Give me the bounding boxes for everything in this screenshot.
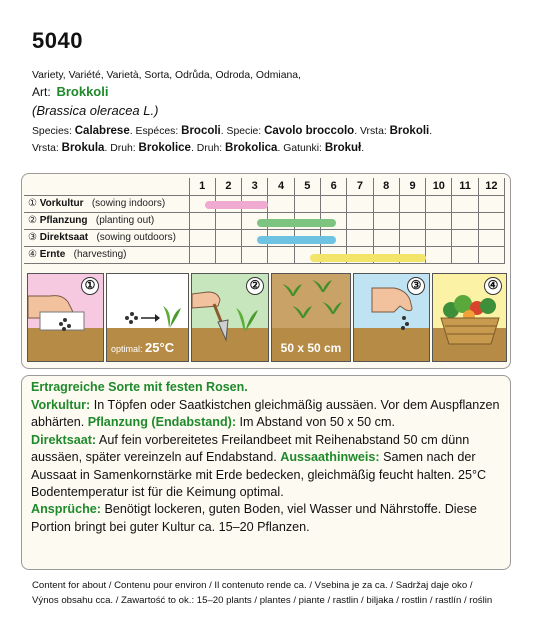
pictogram-harvest	[432, 273, 507, 362]
info-text: Auf fein vorbereitetes Freilandbeet mit Reihenabstand 50 cm dünn aussäen, später vereinzeln auf Endabstand.	[31, 432, 470, 465]
pictogram-planting	[191, 273, 269, 362]
calendar-cell	[452, 246, 478, 263]
step-number-1: ①	[81, 277, 99, 295]
spacing-label: 50 x 50 cm	[280, 341, 342, 355]
info-paragraph	[31, 432, 504, 502]
info-paragraph	[31, 501, 504, 536]
info-text: Benötigt lockeren, guten Boden, viel Wasser und Nährstoffe. Diese Portion bringt bei guter Kultur ca. 15–20 Pflanzen.	[31, 502, 477, 534]
calendar-cell	[478, 229, 504, 246]
calendar-cell	[399, 195, 425, 212]
pictogram-spacing	[271, 273, 351, 362]
instruction-pictograms	[27, 273, 507, 363]
species-fragment: Calabrese	[74, 125, 130, 137]
calendar-sym: ④	[28, 249, 37, 260]
info-paragraphs	[31, 397, 504, 536]
art-label: Art:	[32, 85, 51, 99]
step-number-4: ④	[484, 277, 502, 295]
species-fragment: . Vrsta:	[354, 126, 390, 137]
calendar-cell	[426, 195, 452, 212]
calendar-cell	[478, 195, 504, 212]
species-fragment: . Druh:	[104, 143, 139, 154]
species-fragment: .	[429, 126, 433, 137]
calendar-cell	[452, 195, 478, 212]
month-header-8: 8	[373, 178, 399, 195]
species-line	[32, 125, 432, 137]
calendar-cell	[399, 229, 425, 246]
species-fragment: Brokula	[61, 142, 105, 154]
species-line-2	[32, 142, 364, 154]
species-fragment: . Espéces:	[129, 126, 182, 137]
latin-name: (Brassica oleracea L.)	[32, 103, 159, 118]
info-text: Samen nach der Aussaat in Samenkornstärke mit Erde bedecken, gleichmäßig feucht halten. 25°C Bodentemperatur ist für die Keimung optimal.	[31, 450, 487, 500]
calendar-bar-vorkultur	[205, 201, 268, 209]
calendar-cell	[373, 212, 399, 229]
species-fragment: Brokoli	[389, 125, 430, 137]
calendar-cell	[347, 229, 373, 246]
calendar-cell	[268, 195, 294, 212]
species-fragment: . Specie:	[220, 126, 265, 137]
info-text: Im Abstand von 50 x 50 cm.	[236, 415, 395, 430]
art-name: Brokkoli	[56, 84, 109, 99]
info-heading: Direktsaat:	[31, 432, 97, 447]
calendar-row-label	[24, 212, 189, 229]
calendar-cell	[215, 246, 241, 263]
calendar-cell	[268, 246, 294, 263]
step-number-2: ②	[246, 277, 264, 295]
calendar-row	[24, 246, 505, 263]
calendar-row-label	[24, 229, 189, 246]
calendar-cell	[347, 212, 373, 229]
calendar-cell	[426, 246, 452, 263]
species-fragment: Brocoli	[181, 125, 221, 137]
calendar-name: Pflanzung	[39, 215, 88, 226]
sowing-calendar-panel	[21, 173, 511, 369]
calendar-sym: ①	[28, 198, 37, 209]
calendar-name: Ernte	[39, 249, 66, 260]
content-footer-line-1: Content for about / Contenu pour environ / Il contenuto rende ca. / Vsebina je za ca. / Sadržaj daje oko /	[32, 580, 473, 591]
calendar-sym: ②	[28, 215, 37, 226]
calendar-cell	[294, 195, 320, 212]
calendar-cell	[478, 212, 504, 229]
calendar-bar-pflanzung	[257, 219, 336, 227]
calendar-cell	[426, 229, 452, 246]
calendar-cell	[320, 195, 346, 212]
month-header-9: 9	[399, 178, 425, 195]
species-fragment: Vrsta:	[32, 143, 62, 154]
month-header-12: 12	[478, 178, 504, 195]
calendar-bar-direktsaat	[257, 236, 336, 244]
species-fragment: Cavolo broccolo	[264, 125, 355, 137]
info-headline: Ertragreiche Sorte mit festen Rosen.	[31, 380, 248, 394]
calendar-cell	[426, 212, 452, 229]
species-fragment: . Gatunki:	[277, 143, 325, 154]
optimal-temperature: optimal: 25°C	[111, 340, 175, 355]
calendar-note: (planting out)	[95, 215, 155, 226]
species-fragment: . Druh:	[190, 143, 226, 154]
calendar-name: Vorkultur	[39, 198, 84, 209]
info-paragraph	[31, 397, 504, 432]
calendar-cell	[478, 246, 504, 263]
calendar-cell	[189, 229, 215, 246]
content-footer-line-2: Výnos obsahu cca. / Zawartość to ok.: 15–20 plants / plantes / piante / rastlin / biljaka / rostlin / rastlín / roślin	[32, 595, 493, 606]
month-header-5: 5	[294, 178, 320, 195]
month-header-10: 10	[426, 178, 452, 195]
variety-line: Variety, Variété, Varietà, Sorta, Odrůda, Odroda, Odmiana,	[32, 70, 301, 81]
calendar-cell	[242, 246, 268, 263]
product-code: 5040	[32, 28, 83, 53]
species-fragment: Brokolica	[225, 142, 278, 154]
cultivation-info-panel	[21, 375, 511, 570]
calendar-row-label	[24, 195, 189, 212]
species-fragment: Species:	[32, 126, 75, 137]
calendar-cell	[215, 212, 241, 229]
info-heading: Pflanzung (Endabstand):	[87, 415, 237, 430]
calendar-cell	[452, 229, 478, 246]
info-heading: Vorkultur:	[31, 398, 91, 412]
calendar-row-label	[24, 246, 189, 263]
species-fragment: .	[361, 143, 365, 154]
calendar-note: (harvesting)	[73, 249, 127, 260]
species-fragment: Brokuł	[324, 142, 362, 154]
pictogram-sowing	[27, 273, 104, 362]
calendar-cell	[189, 246, 215, 263]
calendar-sym: ③	[28, 232, 37, 243]
month-header-1: 1	[189, 178, 215, 195]
info-heading: Ansprüche:	[31, 502, 101, 517]
month-header-3: 3	[242, 178, 268, 195]
calendar-note: (sowing outdoors)	[96, 232, 176, 243]
calendar-name: Direktsaat	[39, 232, 89, 243]
calendar-corner	[24, 178, 189, 195]
info-heading: Aussaathinweis:	[280, 450, 380, 465]
calendar-cell	[373, 229, 399, 246]
calendar-cell	[373, 195, 399, 212]
month-header-6: 6	[320, 178, 346, 195]
step-number-3: ③	[407, 277, 425, 295]
pictogram-direct-sowing	[353, 273, 430, 362]
month-header-4: 4	[268, 178, 294, 195]
month-header-2: 2	[215, 178, 241, 195]
month-header-7: 7	[347, 178, 373, 195]
calendar-cell	[189, 212, 215, 229]
info-text: In Töpfen oder Saatkistchen gleichmäßig aussäen. Vor dem Auspflanzen abhärten.	[31, 398, 500, 430]
calendar-cell	[399, 212, 425, 229]
pictogram-germination	[106, 273, 189, 362]
art-line	[32, 84, 108, 99]
month-header-11: 11	[452, 178, 478, 195]
species-fragment: Brokolice	[138, 142, 191, 154]
calendar-cell	[452, 212, 478, 229]
calendar-header-row	[24, 178, 505, 195]
calendar-bar-ernte	[310, 254, 426, 262]
calendar-cell	[215, 229, 241, 246]
calendar-note: (sowing indoors)	[91, 198, 166, 209]
calendar-cell	[347, 195, 373, 212]
